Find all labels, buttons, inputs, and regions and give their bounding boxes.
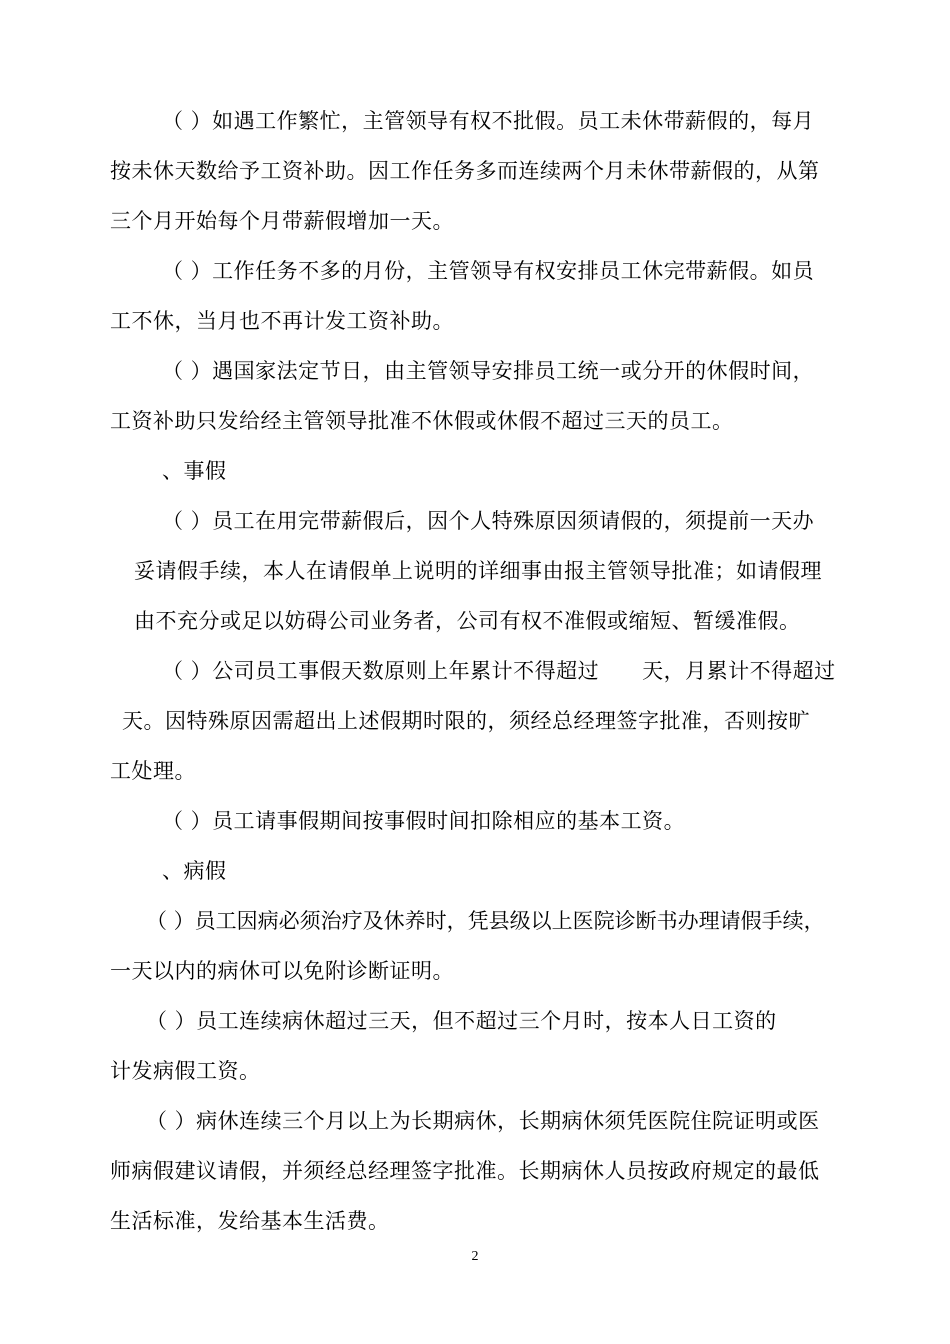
paragraph-line: （ ）员工请事假期间按事假时间扣除相应的基本工资。 xyxy=(162,809,686,833)
page-number: 2 xyxy=(471,1249,479,1264)
paragraph-line: 工处理。 xyxy=(110,759,196,783)
paragraph-line: 计发病假工资。 xyxy=(110,1059,261,1083)
paragraph-line: 生活标准，发给基本生活费。 xyxy=(110,1209,390,1233)
paragraph-line: 工不休，当月也不再计发工资补助。 xyxy=(110,309,454,333)
paragraph-line: （ ）遇国家法定节日，由主管领导安排员工统一或分开的休假时间， xyxy=(162,359,815,383)
section-heading: 、事假 xyxy=(162,459,227,483)
paragraph-line: （ ）病休连续三个月以上为长期病休，长期病休须凭医院住院证明或医 xyxy=(146,1109,820,1133)
paragraph-line: （ ）工作任务不多的月份，主管领导有权安排员工休完带薪假。如员 xyxy=(162,259,815,283)
paragraph-line: 按未休天数给予工资补助。因工作任务多而连续两个月未休带薪假的，从第 xyxy=(110,159,820,183)
paragraph-line: 三个月开始每个月带薪假增加一天。 xyxy=(110,209,454,233)
paragraph-line: 师病假建议请假，并须经总经理签字批准。长期病休人员按政府规定的最低 xyxy=(110,1159,820,1183)
paragraph-line: （ ）员工因病必须治疗及休养时，凭县级以上医院诊断书办理请假手续， xyxy=(146,909,825,933)
paragraph-line: （ ）员工在用完带薪假后，因个人特殊原因须请假的，须提前一天办 xyxy=(162,509,815,533)
paragraph-line: 一天以内的病休可以免附诊断证明。 xyxy=(110,959,454,983)
paragraph-line: 由不充分或足以妨碍公司业务者，公司有权不准假或缩短、暂缓准假。 xyxy=(134,609,801,633)
paragraph-line: 妥请假手续，本人在请假单上说明的详细事由报主管领导批准；如请假理 xyxy=(134,559,822,583)
paragraph-line: （ ）公司员工事假天数原则上年累计不得超过 天，月累计不得超过 xyxy=(162,659,836,683)
paragraph-line: （ ）员工连续病休超过三天，但不超过三个月时，按本人日工资的 xyxy=(146,1009,777,1033)
paragraph-line: （ ）如遇工作繁忙，主管领导有权不批假。员工未休带薪假的，每月 xyxy=(162,109,815,133)
paragraph-line: 天。因特殊原因需超出上述假期时限的，须经总经理签字批准，否则按旷 xyxy=(122,709,810,733)
section-heading: 、病假 xyxy=(162,859,227,883)
paragraph-line: 工资补助只发给经主管领导批准不休假或休假不超过三天的员工。 xyxy=(110,409,734,433)
